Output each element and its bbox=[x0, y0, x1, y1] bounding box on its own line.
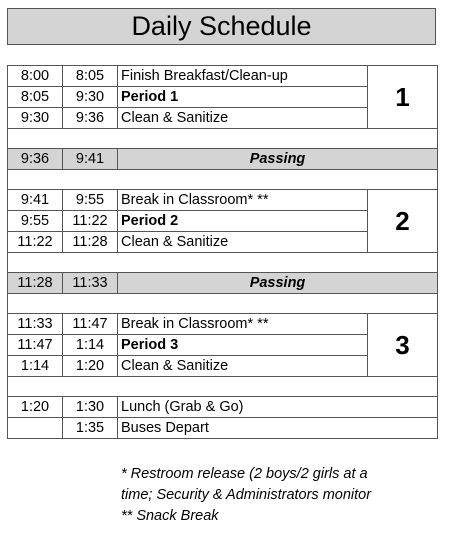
start-time: 8:05 bbox=[8, 87, 63, 108]
start-time: 11:47 bbox=[8, 335, 63, 356]
schedule-table bbox=[7, 65, 438, 439]
footnote bbox=[121, 464, 441, 527]
end-time: 8:05 bbox=[63, 66, 118, 87]
spacer-row bbox=[8, 294, 438, 314]
footnote-line: ** Snack Break bbox=[121, 508, 219, 524]
start-time: 1:14 bbox=[8, 356, 63, 377]
start-time bbox=[8, 418, 63, 439]
activity: Clean & Sanitize bbox=[118, 356, 368, 377]
activity: Break in Classroom* ** bbox=[118, 190, 368, 211]
activity: Period 2 bbox=[118, 211, 368, 232]
passing-label: Passing bbox=[118, 149, 438, 170]
start-time: 8:00 bbox=[8, 66, 63, 87]
activity: Clean & Sanitize bbox=[118, 232, 368, 253]
activity: Lunch (Grab & Go) bbox=[118, 397, 438, 418]
spacer-row bbox=[8, 129, 438, 149]
start-time: 11:28 bbox=[8, 273, 63, 294]
start-time: 9:41 bbox=[8, 190, 63, 211]
table-row bbox=[8, 66, 438, 87]
end-time: 9:41 bbox=[63, 149, 118, 170]
end-time: 11:22 bbox=[63, 211, 118, 232]
passing-row bbox=[8, 149, 438, 170]
spacer-row bbox=[8, 377, 438, 397]
group-number: 2 bbox=[368, 190, 438, 253]
end-time: 1:14 bbox=[63, 335, 118, 356]
passing-label: Passing bbox=[118, 273, 438, 294]
activity: Period 3 bbox=[118, 335, 368, 356]
spacer-row bbox=[8, 170, 438, 190]
activity: Finish Breakfast/Clean-up bbox=[118, 66, 368, 87]
end-time: 9:55 bbox=[63, 190, 118, 211]
footnote-line: * Restroom release (2 boys/2 girls at a bbox=[121, 466, 368, 482]
end-time: 1:30 bbox=[63, 397, 118, 418]
end-time: 1:35 bbox=[63, 418, 118, 439]
end-time: 11:47 bbox=[63, 314, 118, 335]
end-time: 11:33 bbox=[63, 273, 118, 294]
group-number: 1 bbox=[368, 66, 438, 129]
passing-row bbox=[8, 273, 438, 294]
activity: Clean & Sanitize bbox=[118, 108, 368, 129]
end-time: 9:36 bbox=[63, 108, 118, 129]
page-title: Daily Schedule bbox=[7, 8, 436, 45]
activity: Buses Depart bbox=[118, 418, 438, 439]
end-time: 9:30 bbox=[63, 87, 118, 108]
activity: Break in Classroom* ** bbox=[118, 314, 368, 335]
table-row bbox=[8, 190, 438, 211]
activity: Period 1 bbox=[118, 87, 368, 108]
start-time: 9:30 bbox=[8, 108, 63, 129]
start-time: 9:55 bbox=[8, 211, 63, 232]
group-number: 3 bbox=[368, 314, 438, 377]
table-row bbox=[8, 314, 438, 335]
start-time: 1:20 bbox=[8, 397, 63, 418]
spacer-row bbox=[8, 253, 438, 273]
footnote-line: time; Security & Administrators monitor bbox=[121, 487, 372, 503]
start-time: 11:33 bbox=[8, 314, 63, 335]
table-row bbox=[8, 418, 438, 439]
start-time: 9:36 bbox=[8, 149, 63, 170]
start-time: 11:22 bbox=[8, 232, 63, 253]
end-time: 11:28 bbox=[63, 232, 118, 253]
end-time: 1:20 bbox=[63, 356, 118, 377]
table-row bbox=[8, 397, 438, 418]
